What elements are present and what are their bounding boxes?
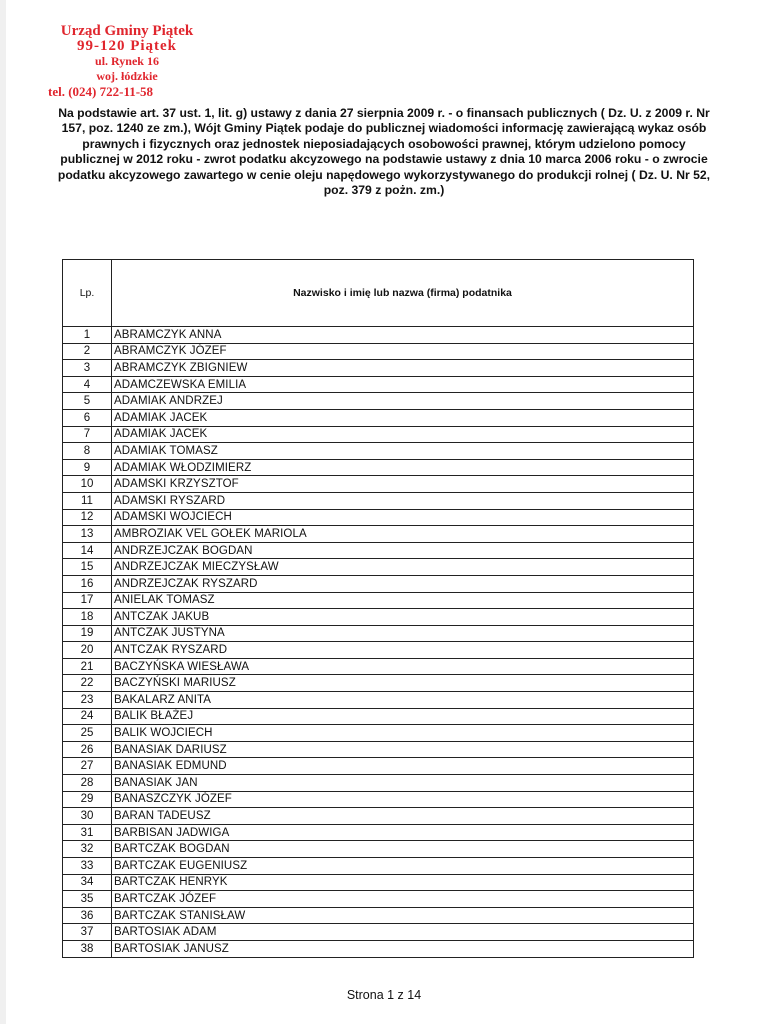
row-name: BARTCZAK BOGDAN — [112, 841, 694, 858]
row-lp: 33 — [63, 858, 112, 875]
row-lp: 4 — [63, 376, 112, 393]
row-name: BANASIAK JAN — [112, 775, 694, 792]
office-stamp — [48, 23, 202, 99]
row-name: ANDRZEJCZAK BOGDAN — [112, 542, 694, 559]
row-name: ADAMIAK JACEK — [112, 426, 694, 443]
table-row — [63, 625, 694, 642]
row-lp: 12 — [63, 509, 112, 526]
row-name: BAKALARZ ANITA — [112, 692, 694, 709]
table-row — [63, 526, 694, 543]
row-lp: 7 — [63, 426, 112, 443]
scan-edge — [0, 0, 6, 1024]
row-lp: 14 — [63, 542, 112, 559]
table-row — [63, 841, 694, 858]
row-lp: 28 — [63, 775, 112, 792]
row-lp: 8 — [63, 443, 112, 460]
row-name: BARTCZAK JÓZEF — [112, 891, 694, 908]
row-name: BARTOSIAK ADAM — [112, 924, 694, 941]
table-body — [63, 327, 694, 958]
row-lp: 31 — [63, 824, 112, 841]
row-name: ANTCZAK RYSZARD — [112, 642, 694, 659]
table-row — [63, 393, 694, 410]
row-lp: 32 — [63, 841, 112, 858]
row-lp: 22 — [63, 675, 112, 692]
row-name: BARAN TADEUSZ — [112, 808, 694, 825]
row-lp: 11 — [63, 492, 112, 509]
table-header-row — [63, 260, 694, 327]
table-row — [63, 459, 694, 476]
table-row — [63, 609, 694, 626]
row-lp: 20 — [63, 642, 112, 659]
stamp-line-phone: tel. (024) 722-11-58 — [48, 84, 154, 99]
row-name: ADAMSKI WOJCIECH — [112, 509, 694, 526]
row-name: BALIK BŁAŻEJ — [112, 708, 694, 725]
table-row — [63, 758, 694, 775]
table-row — [63, 343, 694, 360]
row-lp: 9 — [63, 459, 112, 476]
table-row — [63, 924, 694, 941]
intro-paragraph: Na podstawie art. 37 ust. 1, lit. g) ustawy z dania 27 sierpnia 2009 r. - o finansach publicznych ( Dz. U. z 2009 r. Nr 157, poz. 1240 ze zm.), Wójt Gminy Piątek podaje do publicznej wiadomości informację zawierającą wykaz osób prawnych i fizycznych oraz jednostek nieposiadających osobowości prawnej, którym udzielono pomocy publicznej w 2012 roku - zwrot podatku akcyzowego na podstawie ustawy z dnia 10 marca 2006 roku - o zwrocie podatku akcyzowego zawartego w cenie oleju napędowego wykorzystywanego do produkcji rolnej ( Dz. U. Nr 52, poz. 379 z pożn. zm.) — [57, 106, 711, 198]
row-lp: 21 — [63, 658, 112, 675]
row-lp: 36 — [63, 907, 112, 924]
row-name: ADAMSKI RYSZARD — [112, 492, 694, 509]
row-name: ANTCZAK JAKUB — [112, 609, 694, 626]
table-row — [63, 907, 694, 924]
table-row — [63, 509, 694, 526]
page-number: Strona 1 z 14 — [346, 988, 422, 1002]
table-row — [63, 808, 694, 825]
row-name: BALIK WOJCIECH — [112, 725, 694, 742]
table-row — [63, 559, 694, 576]
table-row — [63, 940, 694, 957]
row-name: ANDRZEJCZAK MIECZYSŁAW — [112, 559, 694, 576]
table-row — [63, 775, 694, 792]
row-name: BARTCZAK EUGENIUSZ — [112, 858, 694, 875]
row-lp: 26 — [63, 741, 112, 758]
beneficiary-table — [62, 259, 694, 958]
row-lp: 23 — [63, 692, 112, 709]
row-lp: 1 — [63, 327, 112, 344]
row-name: BACZYŃSKA WIESŁAWA — [112, 658, 694, 675]
row-name: ABRAMCZYK ZBIGNIEW — [112, 360, 694, 377]
row-lp: 38 — [63, 940, 112, 957]
table-row — [63, 476, 694, 493]
row-lp: 24 — [63, 708, 112, 725]
stamp-line-voivodeship: woj. łódzkie — [96, 69, 158, 83]
row-name: ADAMIAK WŁODZIMIERZ — [112, 459, 694, 476]
table-row — [63, 642, 694, 659]
row-name: BARTOSIAK JANUSZ — [112, 940, 694, 957]
row-lp: 16 — [63, 575, 112, 592]
table-row — [63, 675, 694, 692]
row-name: ADAMSKI KRZYSZTOF — [112, 476, 694, 493]
table-row — [63, 592, 694, 609]
table-row — [63, 426, 694, 443]
row-lp: 30 — [63, 808, 112, 825]
stamp-line-postal: 99-120 Piątek — [76, 38, 178, 54]
table-row — [63, 741, 694, 758]
row-lp: 37 — [63, 924, 112, 941]
row-name: BACZYŃSKI MARIUSZ — [112, 675, 694, 692]
row-lp: 3 — [63, 360, 112, 377]
row-lp: 35 — [63, 891, 112, 908]
table-row — [63, 891, 694, 908]
row-name: ADAMIAK TOMASZ — [112, 443, 694, 460]
table-row — [63, 791, 694, 808]
row-lp: 10 — [63, 476, 112, 493]
stamp-line-office: Urząd Gminy Piątek — [60, 23, 194, 39]
row-name: BANASZCZYK JÓZEF — [112, 791, 694, 808]
table-row — [63, 360, 694, 377]
row-lp: 19 — [63, 625, 112, 642]
table-row — [63, 376, 694, 393]
row-name: BARBISAN JADWIGA — [112, 824, 694, 841]
row-lp: 13 — [63, 526, 112, 543]
row-name: BARTCZAK STANISŁAW — [112, 907, 694, 924]
table-row — [63, 692, 694, 709]
table-row — [63, 824, 694, 841]
row-lp: 15 — [63, 559, 112, 576]
row-lp: 17 — [63, 592, 112, 609]
row-name: ANDRZEJCZAK RYSZARD — [112, 575, 694, 592]
row-lp: 5 — [63, 393, 112, 410]
row-lp: 34 — [63, 874, 112, 891]
row-name: ABRAMCZYK JÓZEF — [112, 343, 694, 360]
table-row — [63, 542, 694, 559]
table-row — [63, 409, 694, 426]
table-row — [63, 874, 694, 891]
table-row — [63, 492, 694, 509]
row-lp: 27 — [63, 758, 112, 775]
table-row — [63, 725, 694, 742]
row-lp: 2 — [63, 343, 112, 360]
row-name: BANASIAK EDMUND — [112, 758, 694, 775]
row-name: BARTCZAK HENRYK — [112, 874, 694, 891]
row-lp: 18 — [63, 609, 112, 626]
header-lp: Lp. — [63, 260, 112, 327]
table-row — [63, 708, 694, 725]
row-lp: 25 — [63, 725, 112, 742]
header-name: Nazwisko i imię lub nazwa (firma) podatnika — [112, 260, 694, 327]
table-row — [63, 575, 694, 592]
row-name: ADAMIAK ANDRZEJ — [112, 393, 694, 410]
row-lp: 6 — [63, 409, 112, 426]
table-row — [63, 858, 694, 875]
stamp-line-street: ul. Rynek 16 — [95, 54, 159, 68]
table-row — [63, 443, 694, 460]
row-lp: 29 — [63, 791, 112, 808]
row-name: ABRAMCZYK ANNA — [112, 327, 694, 344]
row-name: ADAMIAK JACEK — [112, 409, 694, 426]
table-row — [63, 327, 694, 344]
row-name: ADAMCZEWSKA EMILIA — [112, 376, 694, 393]
row-name: BANASIAK DARIUSZ — [112, 741, 694, 758]
row-name: ANTCZAK JUSTYNA — [112, 625, 694, 642]
row-name: AMBROZIAK VEL GOŁEK MARIOLA — [112, 526, 694, 543]
row-name: ANIELAK TOMASZ — [112, 592, 694, 609]
table-row — [63, 658, 694, 675]
